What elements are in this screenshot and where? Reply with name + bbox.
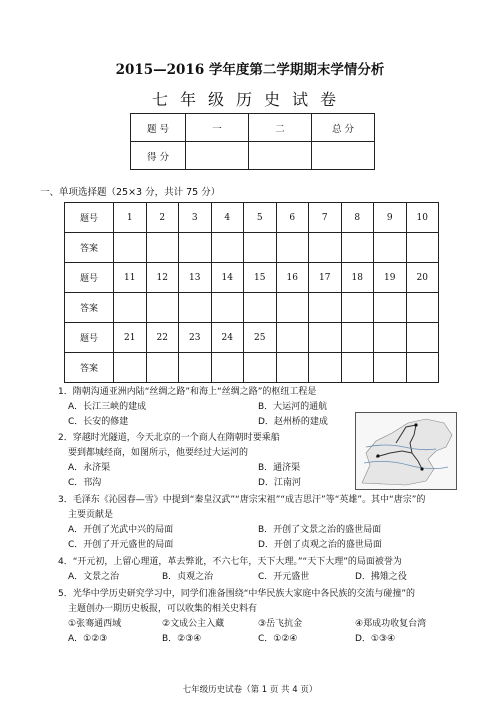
historical-item: ②文成公主入藏 [162,619,225,629]
option-a: A．永济渠 [68,463,111,473]
historical-item: ④郑成功收复台湾 [355,619,427,629]
question-number-cell: 22 [146,323,179,353]
answer-table-answer-row [65,233,439,263]
option-b: B．大运河的通航 [258,402,328,412]
score-table-cell: 得 分 [131,142,186,170]
answer-cell[interactable] [211,293,244,323]
option-d: D．江南河 [258,478,301,488]
option-c: C．邗沟 [68,478,102,488]
answer-table [64,202,439,383]
option-b: B．贞观之治 [162,572,214,582]
question-number-cell [309,323,342,353]
score-table [130,113,375,170]
score-table-cell: 二 [249,114,312,142]
question-number-cell: 5 [244,203,277,233]
answer-cell[interactable] [406,233,439,263]
answer-table-number-row [65,263,439,293]
answer-cell[interactable] [114,293,147,323]
question-number-cell: 13 [179,263,212,293]
answer-cell[interactable] [309,353,342,383]
option-b: B．通济渠 [258,463,301,473]
answer-cell[interactable] [114,233,147,263]
answer-cell[interactable] [146,233,179,263]
question-number-cell: 20 [406,263,439,293]
option-d: D．开创了贞观之治的盛世局面 [258,540,382,550]
question-number-cell: 7 [309,203,342,233]
question-stem: 5．光华中学历史研究学习中，同学们准备围绕“中华民族大家庭中各民族的交流与碰撞”的 [58,589,416,599]
option-d: D．①③④ [355,634,396,644]
question-number-cell: 19 [374,263,407,293]
answer-cell[interactable] [309,233,342,263]
question-number-cell [374,323,407,353]
option-c: C．开元盛世 [258,572,310,582]
option-b: B．开创了文景之治的盛世局面 [258,525,382,535]
answer-cell[interactable] [406,293,439,323]
answer-cell[interactable] [341,353,374,383]
score-table-cell: 题 号 [131,114,186,142]
question-stem: 1．隋朝沟通亚洲内陆“丝绸之路”和海上“丝绸之路”的枢纽工程是 [58,387,317,397]
answer-cell[interactable] [179,233,212,263]
answer-cell[interactable] [114,353,147,383]
answer-cell[interactable] [146,353,179,383]
question-stem-continued: 要到都城经商，如图所示，他要经过大运河的 [68,448,249,458]
answer-cell[interactable] [244,293,277,323]
answer-table-label: 答案 [65,353,114,383]
answer-cell[interactable] [374,293,407,323]
question-number-cell: 18 [341,263,374,293]
question-number-cell: 21 [114,323,147,353]
answer-table-number-row [65,323,439,353]
historical-item: ③岳飞抗金 [258,619,303,629]
answer-table-label: 题号 [65,323,114,353]
score-table-row [131,142,375,170]
answer-cell[interactable] [309,293,342,323]
answer-table-answer-row [65,293,439,323]
question-stem-continued: 主题创办一期历史板报，可以收集的相关史料有 [68,604,258,614]
option-d: D．赵州桥的建成 [258,417,328,427]
question-number-cell: 24 [211,323,244,353]
question-number-cell: 8 [341,203,374,233]
question-number-cell [341,323,374,353]
score-input-cell[interactable] [249,142,312,170]
question-stem: 2．穿越时光隧道，今天北京的一个商人在隋朝时要乘船 [58,433,280,443]
question-stem: 3．毛泽东《沁园春—雪》中提到“秦皇汉武”“唐宗宋祖”“成吉思汗”等“英雄”。其中“唐宗”的 [58,495,426,505]
question-number-cell: 23 [179,323,212,353]
option-a: A．开创了光武中兴的局面 [68,525,174,535]
answer-cell[interactable] [211,353,244,383]
score-table-cell: 总 分 [312,114,375,142]
answer-table-label: 答案 [65,293,114,323]
option-a: A．文景之治 [68,572,120,582]
answer-cell[interactable] [341,293,374,323]
question-number-cell: 14 [211,263,244,293]
question-number-cell: 12 [146,263,179,293]
answer-cell[interactable] [276,353,309,383]
map-graphic [356,413,456,489]
answer-table-label: 题号 [65,203,114,233]
question-number-cell [276,323,309,353]
question-number-cell: 9 [374,203,407,233]
option-a: A．①②③ [68,634,108,644]
answer-table-label: 题号 [65,263,114,293]
page-footer: 七年级历史试卷（第 1 页 共 4 页） [182,685,318,695]
question-number-cell: 6 [276,203,309,233]
question-stem: 4．“开元初，上留心理道，革去弊讹，不六七年，天下大理。”“天下大理”的局面被誉为 [58,557,402,567]
answer-cell[interactable] [374,353,407,383]
question-number-cell: 3 [179,203,212,233]
section-heading: 一、单项选择题（25×3 分，共计 75 分） [40,187,221,198]
question-number-cell: 10 [406,203,439,233]
question-number-cell: 15 [244,263,277,293]
option-c: C．①②④ [258,634,298,644]
answer-table-label: 答案 [65,233,114,263]
score-table-row [131,114,375,142]
answer-table-number-row [65,203,439,233]
answer-cell[interactable] [341,233,374,263]
question-number-cell: 11 [114,263,147,293]
answer-table-answer-row [65,353,439,383]
exam-subtitle: 七年级历史试卷 [151,90,348,109]
answer-cell[interactable] [179,293,212,323]
question-stem-continued: 主要贡献是 [68,510,114,520]
question-number-cell: 17 [309,263,342,293]
question-number-cell: 1 [114,203,147,233]
answer-cell[interactable] [244,353,277,383]
option-a: A．长江三峡的建成 [68,402,147,412]
question-number-cell: 4 [211,203,244,233]
answer-cell[interactable] [276,293,309,323]
option-c: C．开创了开元盛世的局面 [68,540,174,550]
question-number-cell: 16 [276,263,309,293]
question-number-cell: 2 [146,203,179,233]
grand-canal-map [355,412,457,490]
historical-item: ①张骞通西域 [68,619,122,629]
answer-cell[interactable] [179,353,212,383]
answer-cell[interactable] [244,233,277,263]
page-title: 2015—2016 学年度第二学期期末学情分析 [115,62,385,78]
answer-cell[interactable] [146,293,179,323]
option-b: B．②③④ [162,634,202,644]
answer-cell[interactable] [276,233,309,263]
option-d: D．拂雉之役 [355,572,407,582]
answer-cell[interactable] [406,353,439,383]
question-number-cell: 25 [244,323,277,353]
option-c: C．长安的修建 [68,417,129,427]
score-table-cell: 一 [186,114,249,142]
score-input-cell[interactable] [186,142,249,170]
answer-cell[interactable] [374,233,407,263]
answer-cell[interactable] [211,233,244,263]
score-input-cell[interactable] [312,142,375,170]
question-number-cell [406,323,439,353]
